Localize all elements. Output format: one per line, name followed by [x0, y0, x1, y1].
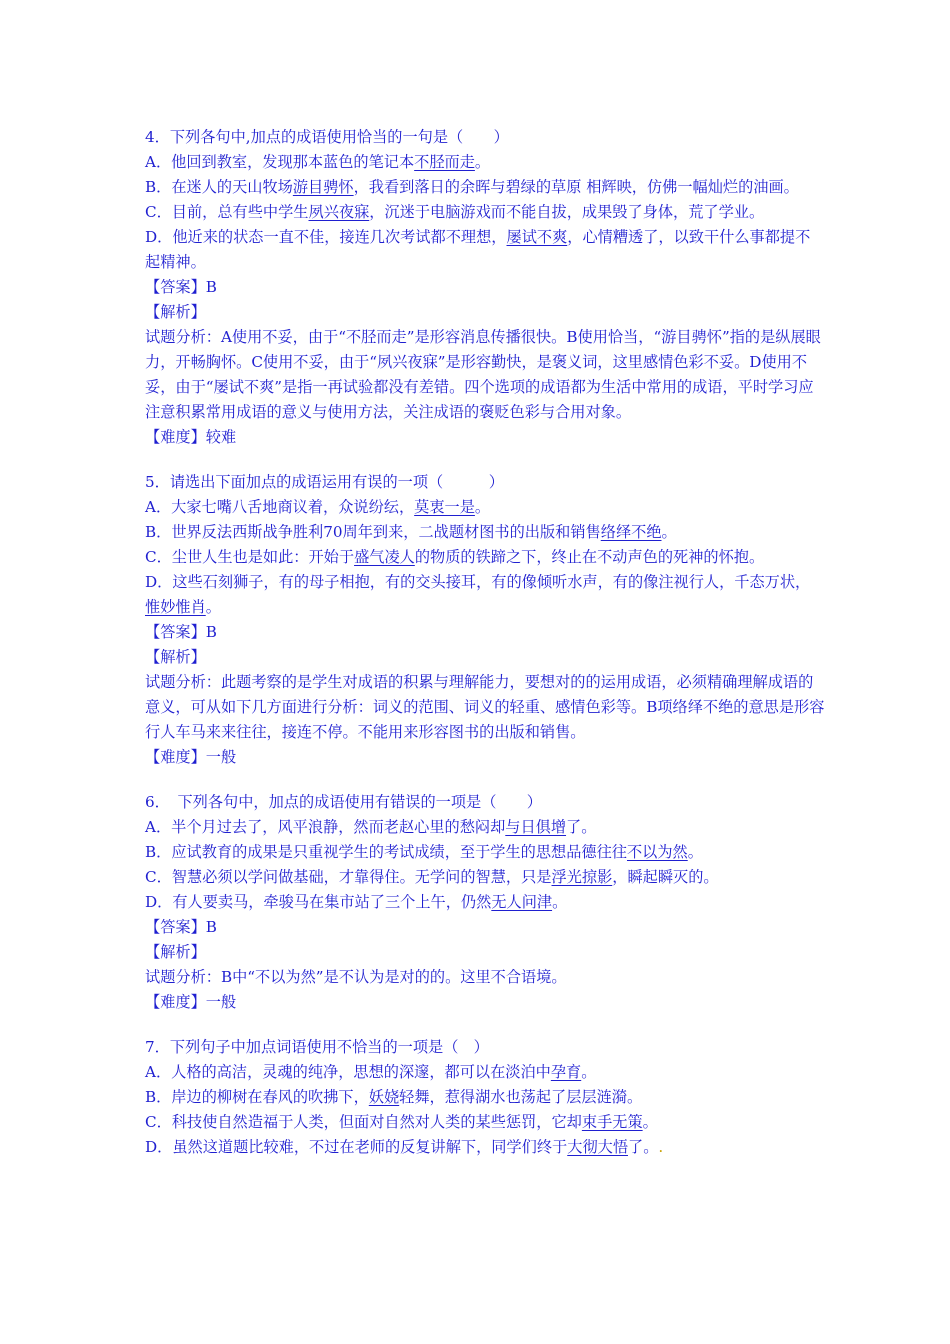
option-a: A．半个月过去了，风平浪静，然而老赵心里的愁闷却与日俱增了。 [145, 818, 597, 836]
option-d: D．有人要卖马，牵骏马在集市站了三个上午，仍然无人问津。 [145, 893, 568, 911]
difficulty: 【难度】一般 [145, 748, 237, 766]
idiom: 游目骋怀 [292, 178, 354, 196]
idiom: 浮光掠影 [551, 868, 613, 886]
idiom: 不胫而走 [414, 153, 475, 171]
analysis-text: 试题分析：B中“不以为然”是不认为是对的的。这里不合语境。 [145, 968, 567, 986]
option-c: C．智慧必须以学问做基础，才靠得住。无学问的智慧，只是浮光掠影，瞬起瞬灭的。 [145, 868, 719, 886]
option-d: D．他近来的状态一直不佳，接连几次考试都不理想，屡试不爽，心情糟透了，以致干什么事都提不起精神。 [145, 228, 811, 271]
analysis-label: 【解析】 [145, 648, 206, 666]
idiom: 孕育 [550, 1063, 582, 1081]
difficulty: 【难度】较难 [145, 428, 237, 446]
option-b: B．世界反法西斯战争胜利70周年到来，二战题材图书的出版和销售络绎不绝。 [145, 523, 677, 541]
option-a: A．他回到教室，发现那本蓝色的笔记本不胫而走。 [145, 153, 491, 171]
option-c: C．目前，总有些中学生夙兴夜寐，沉迷于电脑游戏而不能自拔，成果毁了身体，荒了学业。 [145, 203, 765, 221]
idiom: 络绎不绝 [600, 523, 662, 541]
idiom: 大彻大悟 [567, 1138, 628, 1156]
question-7 [145, 1035, 825, 1160]
analysis-label: 【解析】 [145, 943, 206, 961]
option-b: B．岸边的柳树在春风的吹拂下，妖娆轻舞，惹得湖水也荡起了层层涟漪。 [145, 1088, 643, 1106]
option-b: B．应试教育的成果是只重视学生的考试成绩，至于学生的思想品德往往不以为然。 [145, 843, 703, 861]
answer: 【答案】B [145, 278, 217, 296]
idiom: 屡试不爽 [506, 228, 568, 246]
difficulty: 【难度】一般 [145, 993, 237, 1011]
option-d: D．虽然这道题比较难，不过在老师的反复讲解下，同学们终于大彻大悟了。. [145, 1138, 664, 1156]
idiom: 妖娆 [368, 1088, 400, 1106]
idiom: 惟妙惟肖 [145, 598, 206, 616]
idiom: 无人问津 [491, 893, 553, 911]
question-stem: 4．下列各句中,加点的成语使用恰当的一句是（ ） [145, 128, 509, 146]
option-b: B．在迷人的天山牧场游目骋怀，我看到落日的余晖与碧绿的草原 相辉映，仿佛一幅灿烂的油画。 [145, 178, 799, 196]
option-c: C．尘世人生也是如此：开始于盛气凌人的物质的铁蹄之下，终止在不动声色的死神的怀抱。 [145, 548, 765, 566]
question-stem: 6． 下列各句中，加点的成语使用有错误的一项是（ ） [145, 793, 542, 811]
answer: 【答案】B [145, 623, 217, 641]
analysis-text: 试题分析：此题考察的是学生对成语的积累与理解能力，要想对的的运用成语，必须精确理解成语的意义，可从如下几方面进行分析：词义的范围、词义的轻重、感情色彩等。B项络绎不绝的意思是形容行人车马来来往往，接连不停。不能用来形容图书的出版和销售。 [145, 673, 825, 741]
question-6 [145, 790, 825, 1015]
analysis-label: 【解析】 [145, 303, 206, 321]
option-c: C．科技使自然造福于人类，但面对自然对人类的某些惩罚，它却束手无策。 [145, 1113, 658, 1131]
idiom: 盛气凌人 [354, 548, 415, 566]
option-d: D．这些石刻狮子，有的母子相抱，有的交头接耳，有的像倾听水声，有的像注视行人，千态万状，惟妙惟肖。 [145, 573, 811, 616]
question-stem: 7．下列句子中加点词语使用不恰当的一项是（ ） [145, 1038, 489, 1056]
answer: 【答案】B [145, 918, 217, 936]
idiom: 束手无策 [581, 1113, 643, 1131]
question-stem: 5．请选出下面加点的成语运用有误的一项（ ） [145, 473, 504, 491]
option-a: A．人格的高洁，灵魂的纯净，思想的深邃，都可以在淡泊中孕育。 [145, 1063, 597, 1081]
idiom: 夙兴夜寐 [308, 203, 370, 221]
tail-mark: . [658, 1138, 664, 1156]
idiom: 莫衷一是 [414, 498, 475, 516]
idiom: 不以为然 [626, 843, 688, 861]
analysis-text: 试题分析：A使用不妥，由于“不胫而走”是形容消息传播很快。B使用恰当，“游目骋怀”指的是纵展眼力，开畅胸怀。C使用不妥，由于“夙兴夜寐”是形容勤快，是褒义词，这里感情色彩不妥。D使用不妥，由于“屡试不爽”是指一再试验都没有差错。四个选项的成语都为生活中常用的成语，平时学习应注意积累常用成语的意义与使用方法，关注成语的褒贬色彩与合用对象。 [145, 328, 821, 421]
question-4 [145, 125, 825, 450]
idiom: 与日俱增 [505, 818, 567, 836]
question-5 [145, 470, 825, 770]
option-a: A．大家七嘴八舌地商议着，众说纷纭，莫衷一是。 [145, 498, 491, 516]
document-page [145, 125, 825, 1160]
